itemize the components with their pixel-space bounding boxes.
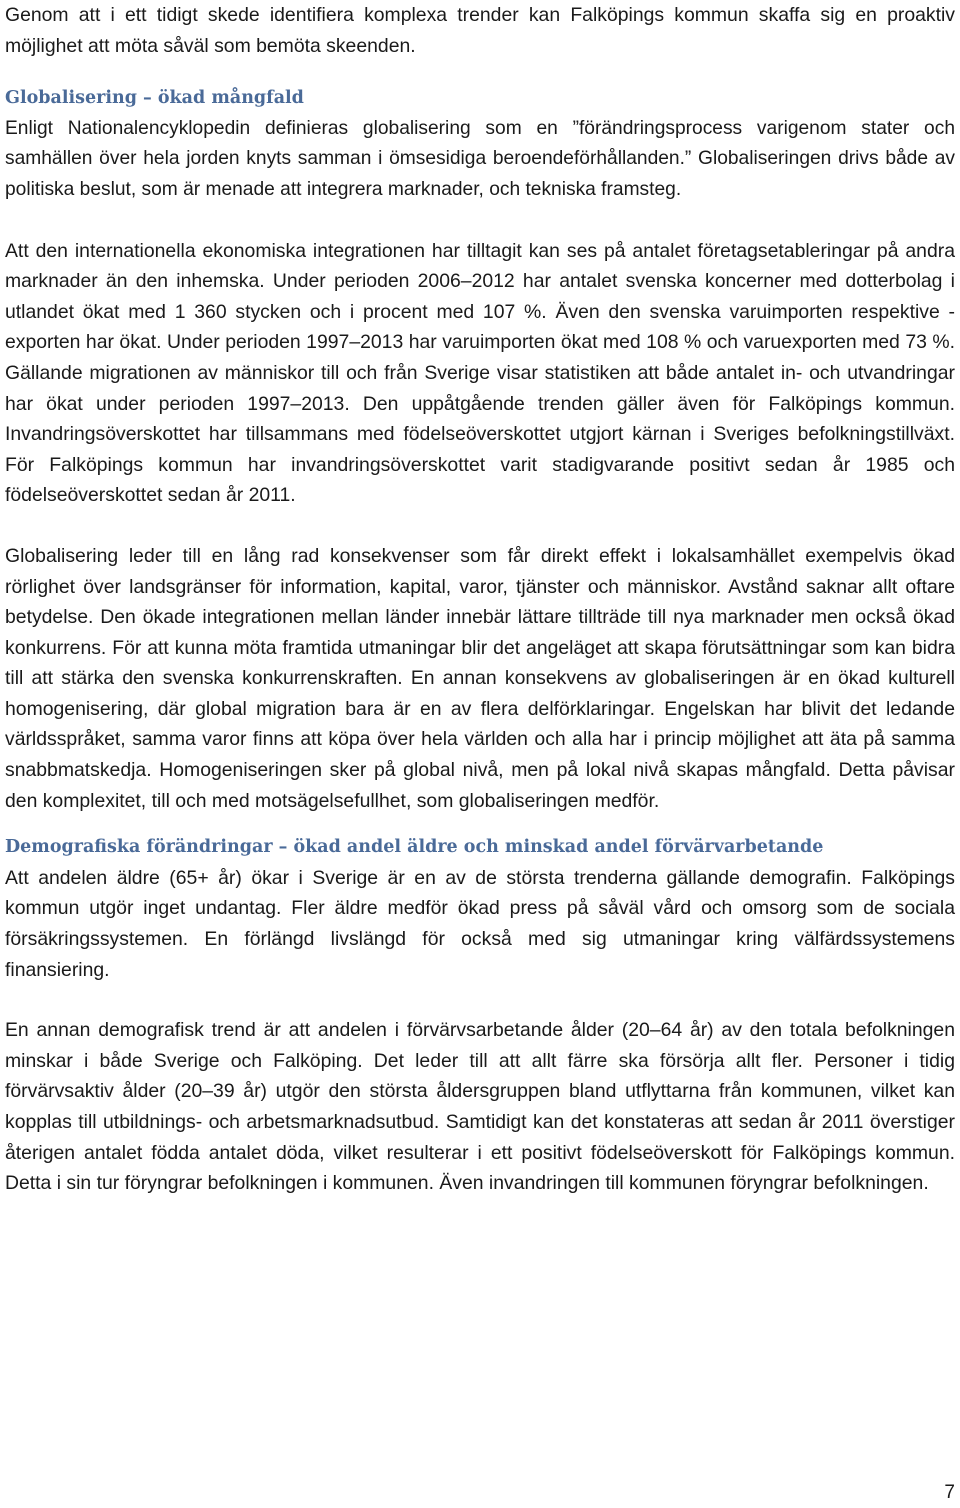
page-number: 7 bbox=[944, 1482, 955, 1503]
globalisering-paragraph-1: Enligt Nationalencyklopedin definieras globalisering som en ”förändringsprocess varigenom stater och samhällen över hela jorden knyts samman i ömsesidiga beroendeförhållanden.” Globaliseringen drivs både av politiska beslut, som är menade att integrera marknader, och tekniska framsteg. bbox=[5, 117, 955, 200]
demografi-paragraph-1: Att andelen äldre (65+ år) ökar i Sverige är en av de största trenderna gällande demografin. Falköpings kommun utgör inget undantag. Fler äldre medför ökad press på såväl vård och omsorg som de sociala försäkringssystemen. En förlängd livslängd för också med sig utmaningar kring välfärdssystemens finansiering. bbox=[5, 866, 955, 981]
intro-paragraph: Genom att i ett tidigt skede identifiera komplexa trender kan Falköpings kommun skaffa sig en proaktiv möjlighet att möta såväl som bemöta skeenden. bbox=[5, 4, 955, 57]
globalisering-paragraph-2: Att den internationella ekonomiska integrationen har tilltagit kan ses på antalet företagsetableringar på andra marknader än den inhemska. Under perioden 2006–2012 har antalet svenska koncerner med dotterbolag i utlandet ökat med 1 360 stycken och i procent med 107 %. Även den svenska varuimporten respektive -exporten har ökat. Under perioden 1997–2013 har varuimporten ökat med 108 % och varuexporten med 73 %. Gällande migrationen av människor till och från Sverige visar statistiken att både antalet in- och utvandringar har ökat under perioden 1997–2013. Den uppåtgående trenden gäller även för Falköpings kommun. Invandringsöverskottet har tillsammans med födelseöverskottet utgjort kärnan i Sveriges befolkningstillväxt. För Falköpings kommun har invandringsöverskottet varit stadigvarande positivt sedan år 1985 och födelseöverskottet sedan år 2011. bbox=[5, 239, 955, 507]
document-page bbox=[5, 0, 955, 1199]
demografi-paragraph-2: En annan demografisk trend är att andelen i förvärvsarbetande ålder (20–64 år) av den totala befolkningen minskar i både Sverige och Falköping. Det leder till att allt färre ska försörja allt fler. Personer i tidig förvärvsaktiv ålder (20–39 år) utgör den största åldersgruppen bland utflyttarna från kommunen, vilket kan kopplas till utbildnings- och arbetsmarknadsutbud. Samtidigt kan det konstateras att sedan år 2011 överstiger återigen antalet födda antalet döda, vilket resulterar i ett positivt födelseöverskott för Falköpings kommun. Detta i sin tur föryngrar befolkningen i kommunen. Även invandringen till kommunen föryngrar befolkningen. bbox=[5, 1019, 955, 1195]
section-heading-globalisering: Globalisering – ökad mångfald bbox=[5, 88, 304, 109]
section-heading-demografi: Demografiska förändringar – ökad andel äldre och minskad andel förvärvarbetande bbox=[5, 837, 824, 858]
globalisering-paragraph-3: Globalisering leder till en lång rad konsekvenser som får direkt effekt i lokalsamhället exempelvis ökad rörlighet över landsgränser för information, kapital, varor, tjänster och människor. Avstånd saknar allt oftare betydelse. Den ökade integrationen mellan länder innebär lättare tillträde till nya marknader men också ökad konkurrens. För att kunna möta framtida utmaningar blir det angeläget att skapa förutsättningar som kan bidra till att stärka den svenska konkurrenskraften. En annan konsekvens av globaliseringen är en ökad kulturell homogenisering, där global migration bara är en av flera delförklaringar. Engelskan har blivit det ledande världsspråket, samma varor finns att köpa över hela världen och alla har i princip möjlighet att äta på samma snabbmatskedja. Homogeniseringen sker på global nivå, men på lokal nivå skapas mångfald. Detta påvisar den komplexitet, till och med motsägelsefullhet, som globaliseringen medför. bbox=[5, 544, 955, 812]
